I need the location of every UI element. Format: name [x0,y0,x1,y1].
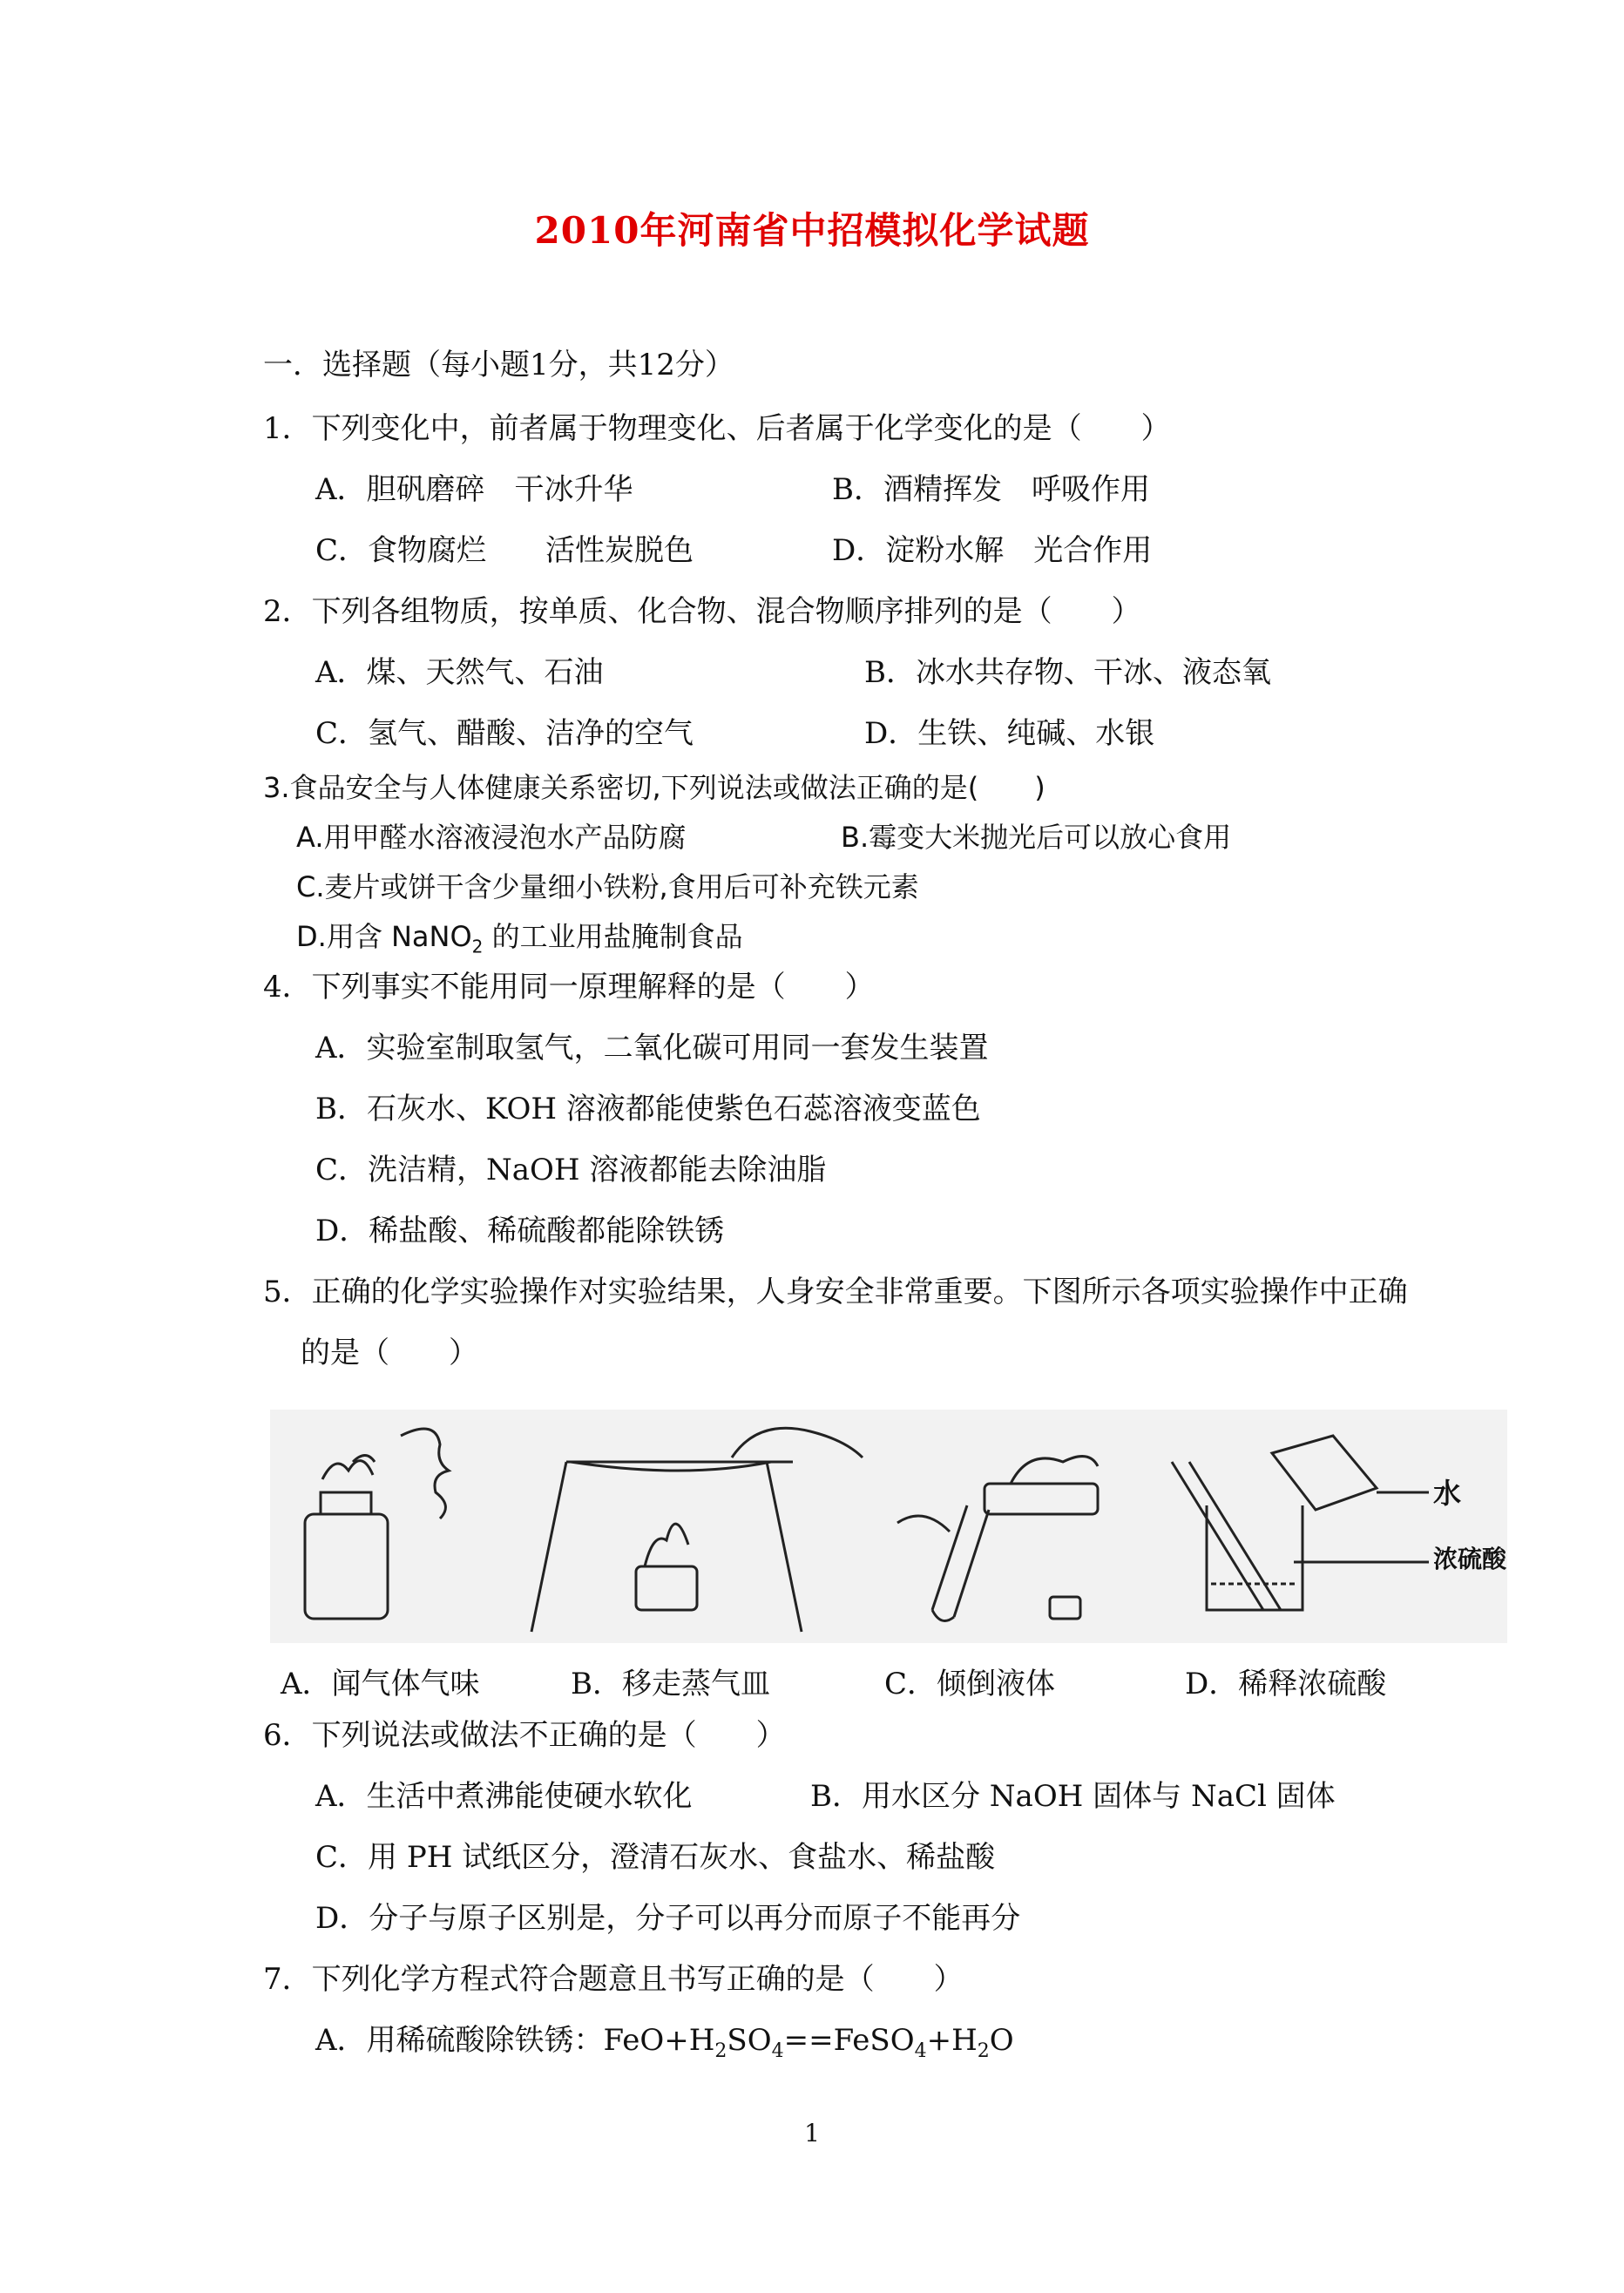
page-title: 2010年河南省中招模拟化学试题 [534,209,1090,252]
question-2-stem: 2．下列各组物质，按单质、化合物、混合物顺序排列的是（ ） [263,594,1141,629]
q1-option-d: D．淀粉水解 光合作用 [832,533,1153,568]
q7-option-a: A．用稀硫酸除铁锈：$FeO+H_2SO_4==FeSO_4+H_2O$ [315,2023,1014,2062]
lab-illustrations [270,1410,1507,1643]
q6-option-d: D．分子与原子区别是，分子可以再分而原子不能再分 [315,1901,1021,1936]
bottle-illustration [305,1429,449,1619]
q1-option-a: A．胆矾磨碎 干冰升华 [315,472,633,507]
question-1-stem: 1．下列变化中，前者属于物理变化、后者属于化学变化的是（ ） [263,411,1171,446]
question-5-stem-cont: 的是（ ） [301,1336,478,1370]
q3-option-d: D.用含 NaNO$_2$ 的工业用盐腌制食品 [296,920,743,957]
question-6-stem: 6．下列说法或做法不正确的是（ ） [263,1718,786,1753]
q6-option-b: B．用水区分 NaOH 固体与 NaCl 固体 [810,1779,1336,1814]
q2-option-c: C．氢气、醋酸、洁净的空气 [315,716,694,751]
q2-option-d: D．生铁、纯碱、水银 [864,716,1155,751]
q4-option-a: A．实验室制取氢气，二氧化碳可用同一套发生装置 [315,1031,989,1065]
question-7-stem: 7．下列化学方程式符合题意且书写正确的是（ ） [263,1962,964,1997]
beaker-illustration [1172,1436,1429,1610]
q2-option-a: A．煤、天然气、石油 [315,655,604,690]
question-4-stem: 4．下列事实不能用同一原理解释的是（ ） [263,970,875,1004]
section-heading: 一．选择题（每小题1分，共12分） [263,348,734,382]
q2-option-b: B．冰水共存物、干冰、液态氧 [864,655,1271,690]
question-3-stem: 3.食品安全与人体健康关系密切,下列说法或做法正确的是( ) [263,771,1045,804]
q3-option-c: C.麦片或饼干含少量细小铁粉,食用后可补充铁元素 [296,870,919,903]
q4-option-d: D．稀盐酸、稀硫酸都能除铁锈 [315,1214,725,1248]
tripod-illustration [531,1428,863,1632]
test-tube-illustration [897,1457,1098,1621]
q3-option-b: B.霉变大米抛光后可以放心食用 [841,821,1232,854]
q1-option-b: B．酒精挥发 呼吸作用 [832,472,1150,507]
q5-option-a: A．闻气体气味 [281,1667,480,1701]
q6-option-a: A．生活中煮沸能使硬水软化 [315,1779,693,1814]
q4-option-c: C．洗洁精，NaOH 溶液都能去除油脂 [315,1153,827,1187]
lab-operations-figure [270,1410,1507,1643]
q5-option-c: C．倾倒液体 [884,1667,1056,1701]
page-number: 1 [804,2119,820,2148]
question-5-stem: 5．正确的化学实验操作对实验结果，人身安全非常重要。下图所示各项实验操作中正确 [263,1275,1408,1309]
q6-option-c: C．用 PH 试纸区分，澄清石灰水、食盐水、稀盐酸 [315,1840,996,1875]
q5-option-b: B．移走蒸气皿 [571,1667,770,1701]
q1-option-c: C．食物腐烂 活性炭脱色 [315,533,694,568]
q3-option-a: A.用甲醛水溶液浸泡水产品防腐 [296,821,687,854]
water-label: 水 [1433,1477,1462,1510]
q4-option-b: B．石灰水、KOH 溶液都能使紫色石蕊溶液变蓝色 [315,1092,981,1126]
acid-label: 浓硫酸 [1433,1545,1507,1573]
q5-option-d: D．稀释浓硫酸 [1185,1667,1387,1701]
